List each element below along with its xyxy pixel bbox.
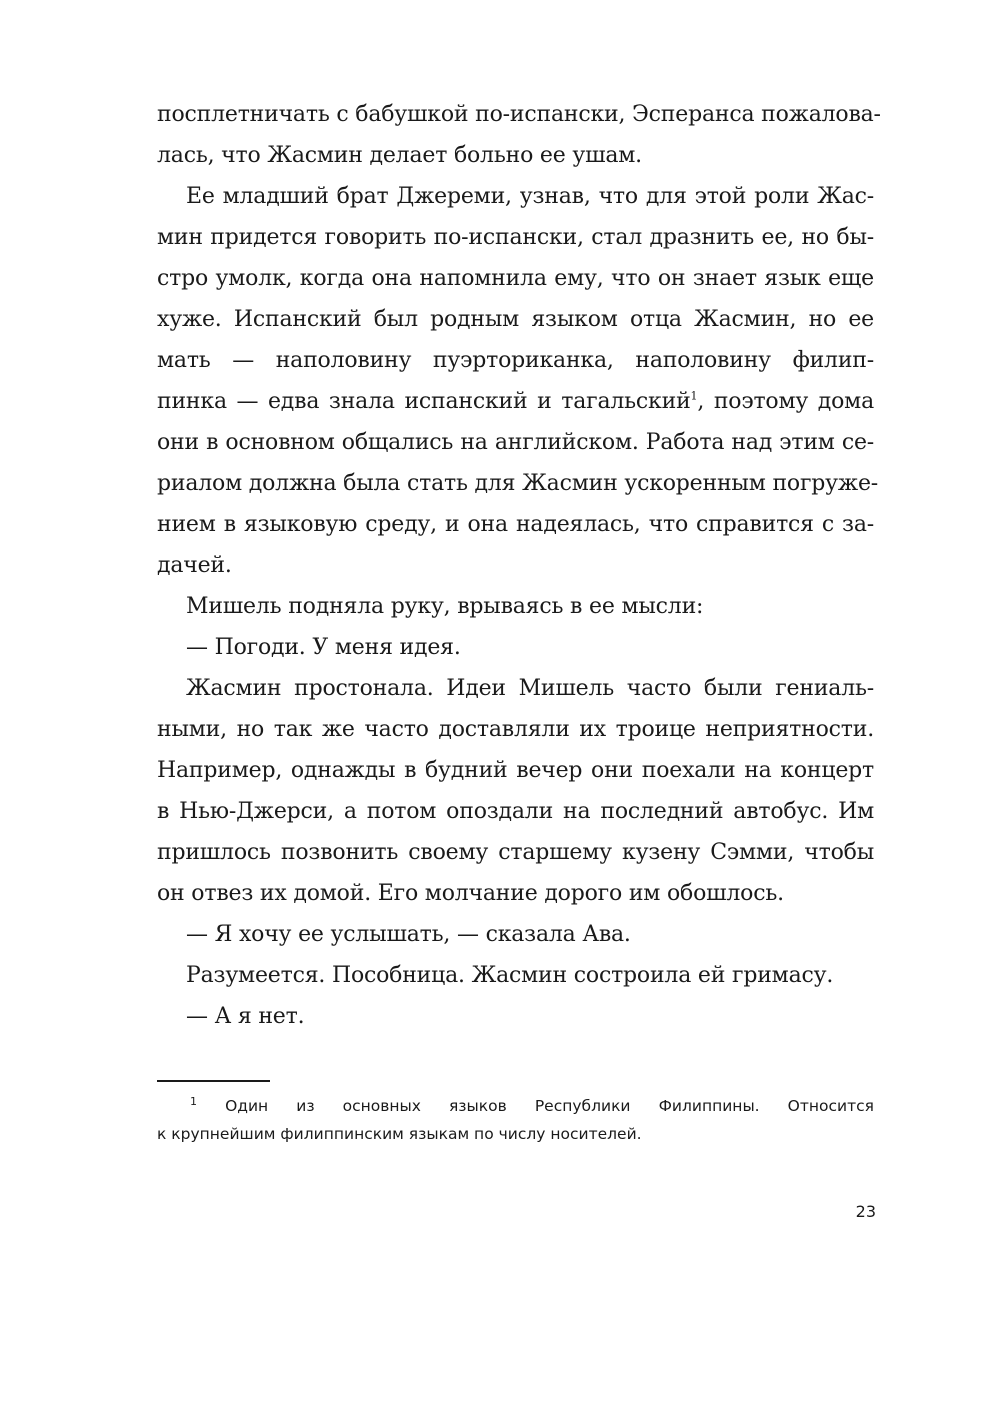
text-line: Ее младший брат Джереми, узнав, что для этой роли Жас- xyxy=(186,184,874,209)
footnote xyxy=(157,1092,874,1148)
text-line: риалом должна была стать для Жасмин ускоренным погруже- xyxy=(157,471,878,496)
text-line: стро умолк, когда она напомнила ему, что он знает язык еще xyxy=(157,266,874,291)
main-text xyxy=(157,94,881,1037)
page-number: 23 xyxy=(855,1202,876,1221)
text-line: пришлось позвонить своему старшему кузену Сэмми, чтобы xyxy=(157,840,874,865)
text-line: дачей. xyxy=(157,553,232,578)
text-line: он отвез их домой. Его молчание дорого им обошлось. xyxy=(157,881,784,906)
text-line: Разумеется. Пособница. Жасмин состроила ей гримасу. xyxy=(186,963,834,988)
text-line: лась, что Жасмин делает больно ее ушам. xyxy=(157,143,642,168)
text-line: хуже. Испанский был родным языком отца Жасмин, но ее xyxy=(157,307,874,332)
text-line: — Погоди. У меня идея. xyxy=(186,635,461,660)
text-line: посплетничать с бабушкой по-испански, Эсперанса пожалова- xyxy=(157,102,881,127)
text-line: Мишель подняла руку, врываясь в ее мысли: xyxy=(186,594,704,619)
text-line: они в основном общались на английском. Работа над этим се- xyxy=(157,430,874,455)
footnote-text: Один из основных языков Республики Филиппины. Относится xyxy=(225,1097,874,1115)
footnote-marker: 1 xyxy=(190,1094,197,1108)
footnote-reference: 1 xyxy=(690,389,698,403)
text-line: — Я хочу ее услышать, — сказала Ава. xyxy=(186,922,631,947)
text-line: в Нью-Джерси, а потом опоздали на последний автобус. Им xyxy=(157,799,874,824)
text-line: мин придется говорить по-испански, стал дразнить ее, но бы- xyxy=(157,225,874,250)
text-line: ными, но так же часто доставляли их троице неприятности. xyxy=(157,717,874,742)
text-line: — А я нет. xyxy=(186,1004,305,1029)
footnote-line xyxy=(157,1092,874,1120)
footnote-line: к крупнейшим филиппинским языкам по числу носителей. xyxy=(157,1125,642,1143)
text-line: Например, однажды в будний вечер они поехали на концерт xyxy=(157,758,874,783)
footnote-divider xyxy=(157,1080,270,1082)
text-segment: , поэтому дома xyxy=(697,389,874,414)
text-line: нием в языковую среду, и она надеялась, что справится с за- xyxy=(157,512,874,537)
text-line: Жасмин простонала. Идеи Мишель часто были гениаль- xyxy=(186,676,874,701)
text-segment: пинка — едва знала испанский и тагальский xyxy=(157,389,691,414)
text-line-with-footnote xyxy=(157,381,874,422)
text-line: мать — наполовину пуэрториканка, наполовину филип- xyxy=(157,348,874,373)
